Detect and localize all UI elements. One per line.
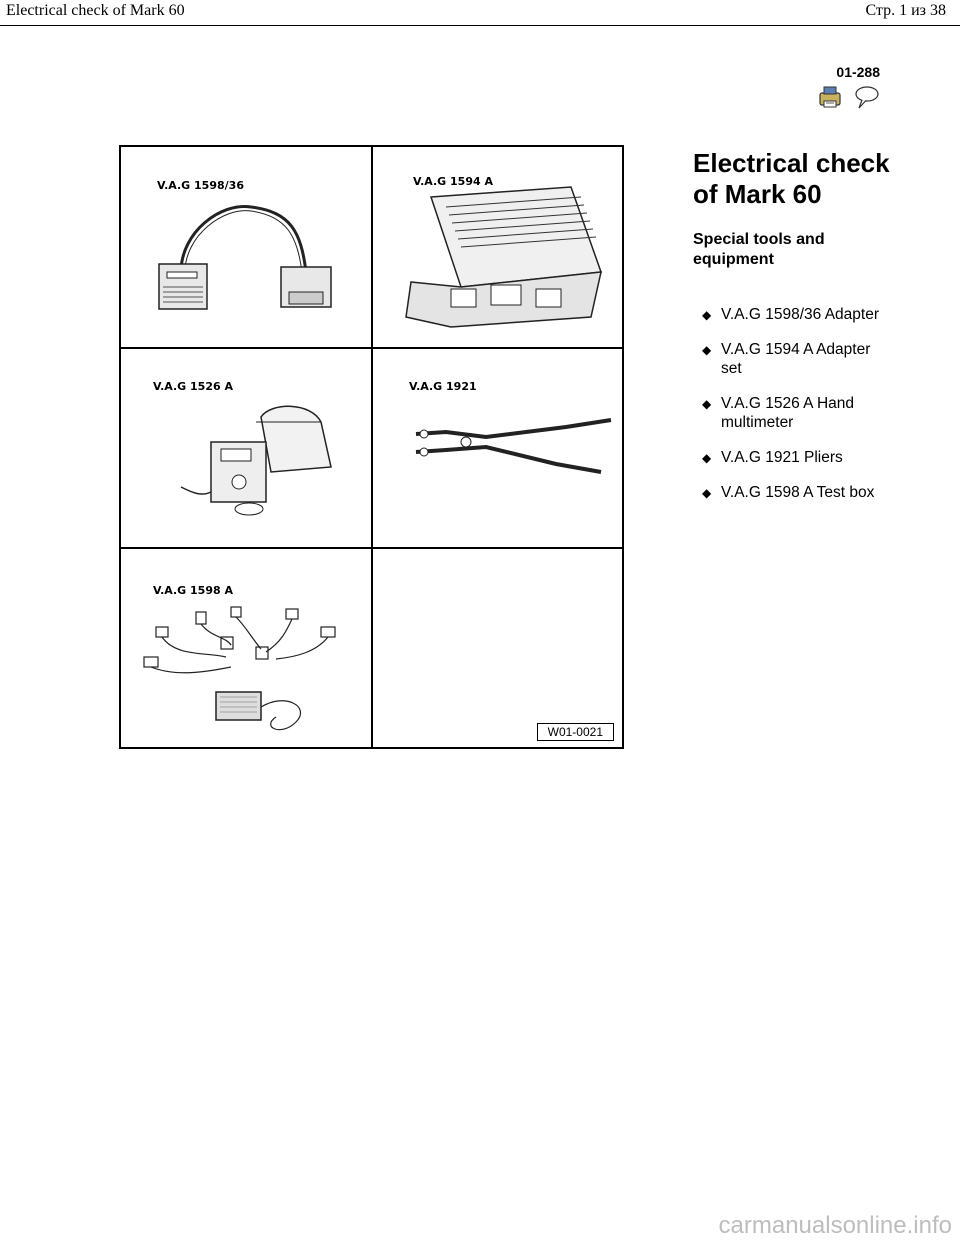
diamond-bullet-icon: ◆: [702, 397, 712, 411]
list-item: ◆ V.A.G 1598 A Test box: [702, 484, 875, 501]
multimeter-illustration: [171, 397, 361, 537]
header-rule: [0, 25, 960, 26]
page-header: [0, 0, 960, 26]
tool-list: [693, 305, 893, 502]
page-title: Electrical check of Mark 60: [693, 148, 890, 209]
page-code: 01-288: [836, 64, 880, 80]
content-panel: [693, 148, 893, 518]
tool-label-1: V.A.G 1598/36: [157, 179, 244, 192]
diamond-bullet-icon: ◆: [702, 308, 712, 322]
figure-code: W01-0021: [537, 723, 614, 741]
pliers-illustration: [406, 402, 621, 512]
list-item: ◆ V.A.G 1526 A Hand multimeter: [702, 395, 855, 431]
diamond-bullet-icon: ◆: [702, 451, 712, 465]
page-counter: Стр. 1 из 38: [865, 2, 946, 19]
diamond-bullet-icon: ◆: [702, 343, 712, 357]
printer-icon[interactable]: [816, 84, 844, 110]
tool-label-2: V.A.G 1594 A: [413, 175, 493, 188]
tool-label-3: V.A.G 1526 A: [153, 380, 233, 393]
test-box-illustration: [136, 597, 361, 742]
tool-label-4: V.A.G 1921: [409, 380, 477, 393]
adapter-set-illustration: [391, 177, 611, 342]
diamond-bullet-icon: ◆: [702, 486, 712, 500]
list-item: ◆ V.A.G 1598/36 Adapter: [702, 306, 879, 323]
section-subtitle: Special tools and equipment: [693, 231, 825, 268]
tools-figure: [119, 145, 624, 749]
list-item: ◆ V.A.G 1594 A Adapter set: [702, 341, 871, 377]
list-item: ◆ V.A.G 1921 Pliers: [702, 449, 843, 466]
watermark: carmanualsonline.info: [718, 1212, 952, 1239]
adapter-cable-illustration: [141, 192, 361, 342]
tool-label-5: V.A.G 1598 A: [153, 584, 233, 597]
icon-bar: [816, 84, 880, 110]
header-title: Electrical check of Mark 60: [6, 2, 185, 19]
speech-bubble-icon[interactable]: [852, 84, 880, 110]
